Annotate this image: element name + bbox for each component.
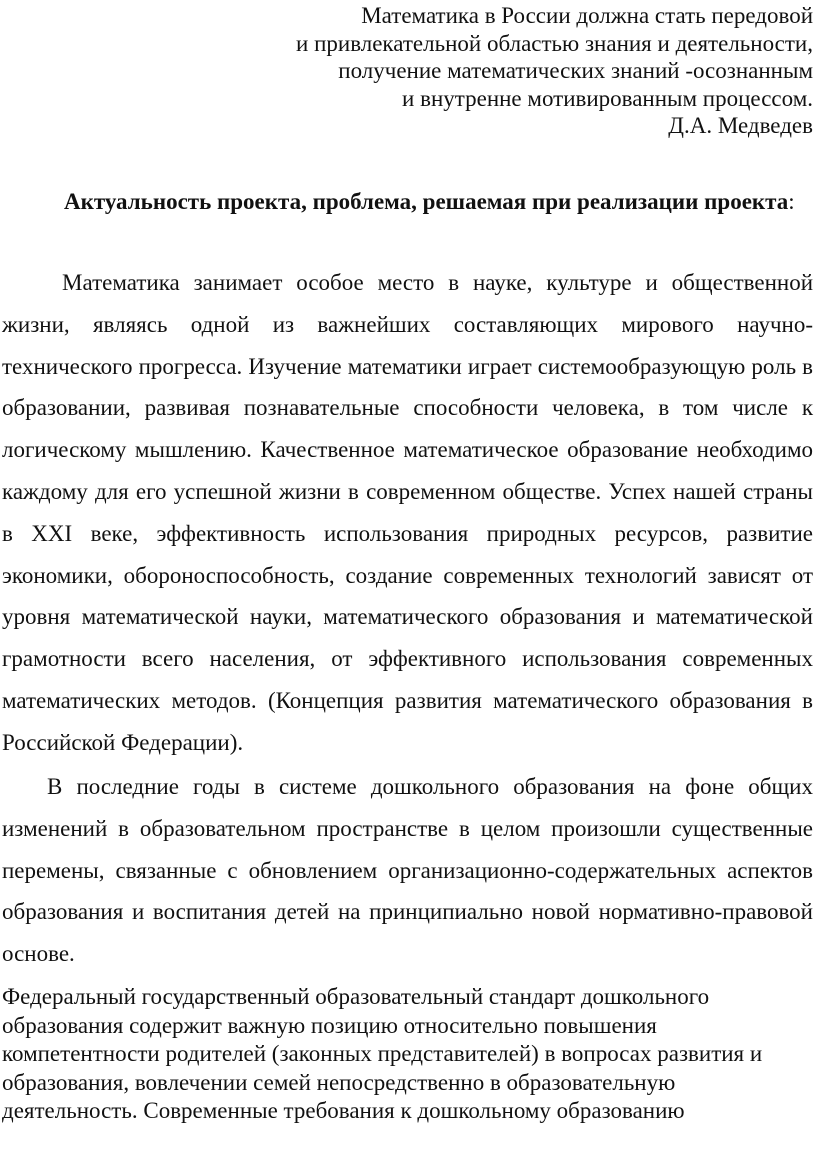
epigraph-line: получение математических знаний -осознанным xyxy=(338,58,813,83)
epigraph-line: Математика в России должна стать передовой xyxy=(361,3,813,28)
epigraph xyxy=(296,2,813,140)
epigraph-line: и внутренне мотивированным процессом. xyxy=(402,85,813,111)
section-heading xyxy=(2,181,813,222)
epigraph-line: и привлекательной областью знания и деятельности, xyxy=(296,30,813,56)
paragraph-2-text: В последние годы в системе дошкольного образования на фоне общих изменений в образовательном пространстве в целом произошли существенные перемены, связанные с обновлением организационно-содержательных аспектов образования и воспитания детей на принципиально новой нормативно-правовой основе. xyxy=(2,774,813,967)
paragraph-1 xyxy=(2,262,813,764)
section-heading-title: Актуальность проекта, проблема, решаемая при реализации проекта xyxy=(64,189,789,214)
paragraph-2 xyxy=(2,766,813,975)
section-heading-suffix: : xyxy=(788,189,795,214)
paragraph-3 xyxy=(2,983,813,1126)
epigraph-author: Д.А. Медведев xyxy=(668,113,813,138)
paragraph-1-text: Математика занимает особое место в науке, культуре и общественной жизни, являясь одной из важнейших составляющих мирового научно-технического прогресса. Изучение математики играет системообразующую роль в образовании, развивая познавательные способности человека, в том числе к логическому мышлению. Качественное математическое образование необходимо каждому для его успешной жизни в современном обществе. Успех нашей страны в XXI веке, эффективность использования природных ресурсов, развитие экономики, обороноспособность, создание современных технологий зависят от уровня математической науки, математического образования и математической грамотности всего населения, от эффективного использования современных математических методов. (Концепция развития математического образования в Российской Федерации). xyxy=(2,270,813,755)
paragraph-3-text: Федеральный государственный образовательный стандарт дошкольного образования содержит важную позицию относительно повышения компетентности родителей (законных представителей) в вопросах развития и образования, вовлечении семей непосредственно в образовательную деятельность. Современные требования к дошкольному образованию xyxy=(2,984,763,1124)
